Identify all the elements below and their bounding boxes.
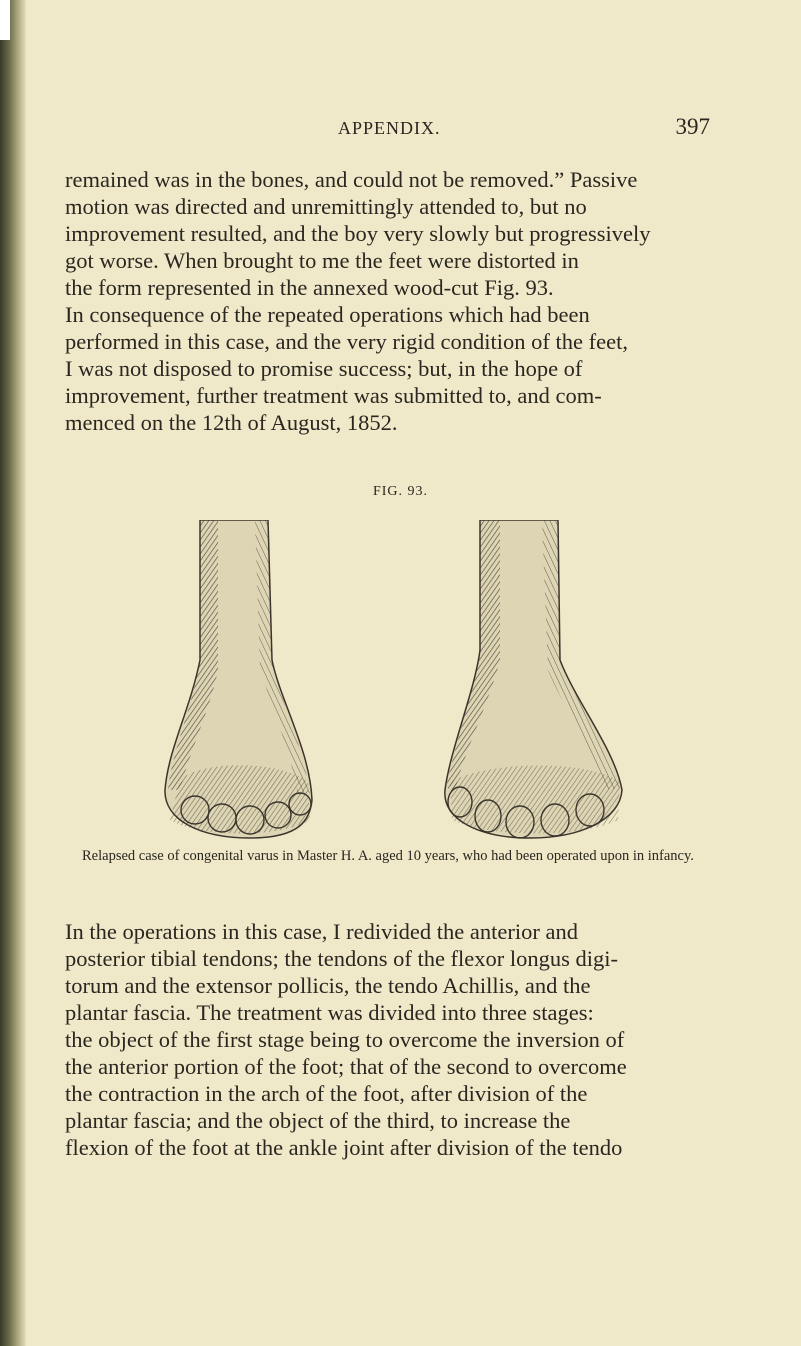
figure-label: FIG. 93. xyxy=(372,484,429,499)
text-line: remained was in the bones, and could not be removed.” Passive xyxy=(65,167,638,192)
figure-caption: Relapsed case of congenital varus in Master H. A. aged 10 years, who had been operated upon in infancy. xyxy=(82,848,694,864)
right-foot-drawing xyxy=(445,520,622,838)
text-line: the object of the first stage being to overcome the inversion of xyxy=(65,1027,625,1052)
text-line: plantar fascia; and the object of the third, to increase the xyxy=(65,1108,571,1133)
text-line: menced on the 12th of August, 1852. xyxy=(65,410,398,435)
text-line: In consequence of the repeated operations which had been xyxy=(65,302,590,327)
text-line: motion was directed and unremittingly attended to, but no xyxy=(65,194,587,219)
book-spine-shadow xyxy=(0,0,26,1346)
text-line: improvement, further treatment was submitted to, and com- xyxy=(65,383,602,408)
text-line: the anterior portion of the foot; that of the second to overcome xyxy=(65,1054,627,1079)
page-number: 397 xyxy=(675,114,710,139)
running-title: APPENDIX. xyxy=(338,118,441,138)
text-line: the form represented in the annexed wood-cut Fig. 93. xyxy=(65,275,554,300)
paragraph-1 xyxy=(65,166,713,301)
text-line: flexion of the foot at the ankle joint after division of the tendo xyxy=(65,1135,623,1160)
page-header xyxy=(70,114,710,148)
text-line: performed in this case, and the very rigid condition of the feet, xyxy=(65,329,628,354)
text-line: torum and the extensor pollicis, the tendo Achillis, and the xyxy=(65,973,591,998)
text-line: In the operations in this case, I redivided the anterior and xyxy=(65,919,578,944)
paragraph-3 xyxy=(65,918,713,1161)
text-line: improvement resulted, and the boy very slowly but progressively xyxy=(65,221,651,246)
text-line: I was not disposed to promise success; but, in the hope of xyxy=(65,356,583,381)
paragraph-2 xyxy=(65,301,713,436)
woodcut-feet-illustration xyxy=(160,520,630,840)
text-line: the contraction in the arch of the foot, after division of the xyxy=(65,1081,588,1106)
text-line: posterior tibial tendons; the tendons of the flexor longus digi- xyxy=(65,946,619,971)
left-foot-drawing xyxy=(165,520,312,838)
text-line: plantar fascia. The treatment was divided into three stages: xyxy=(65,1000,594,1025)
text-line: got worse. When brought to me the feet were distorted in xyxy=(65,248,579,273)
page-edge xyxy=(0,0,10,40)
